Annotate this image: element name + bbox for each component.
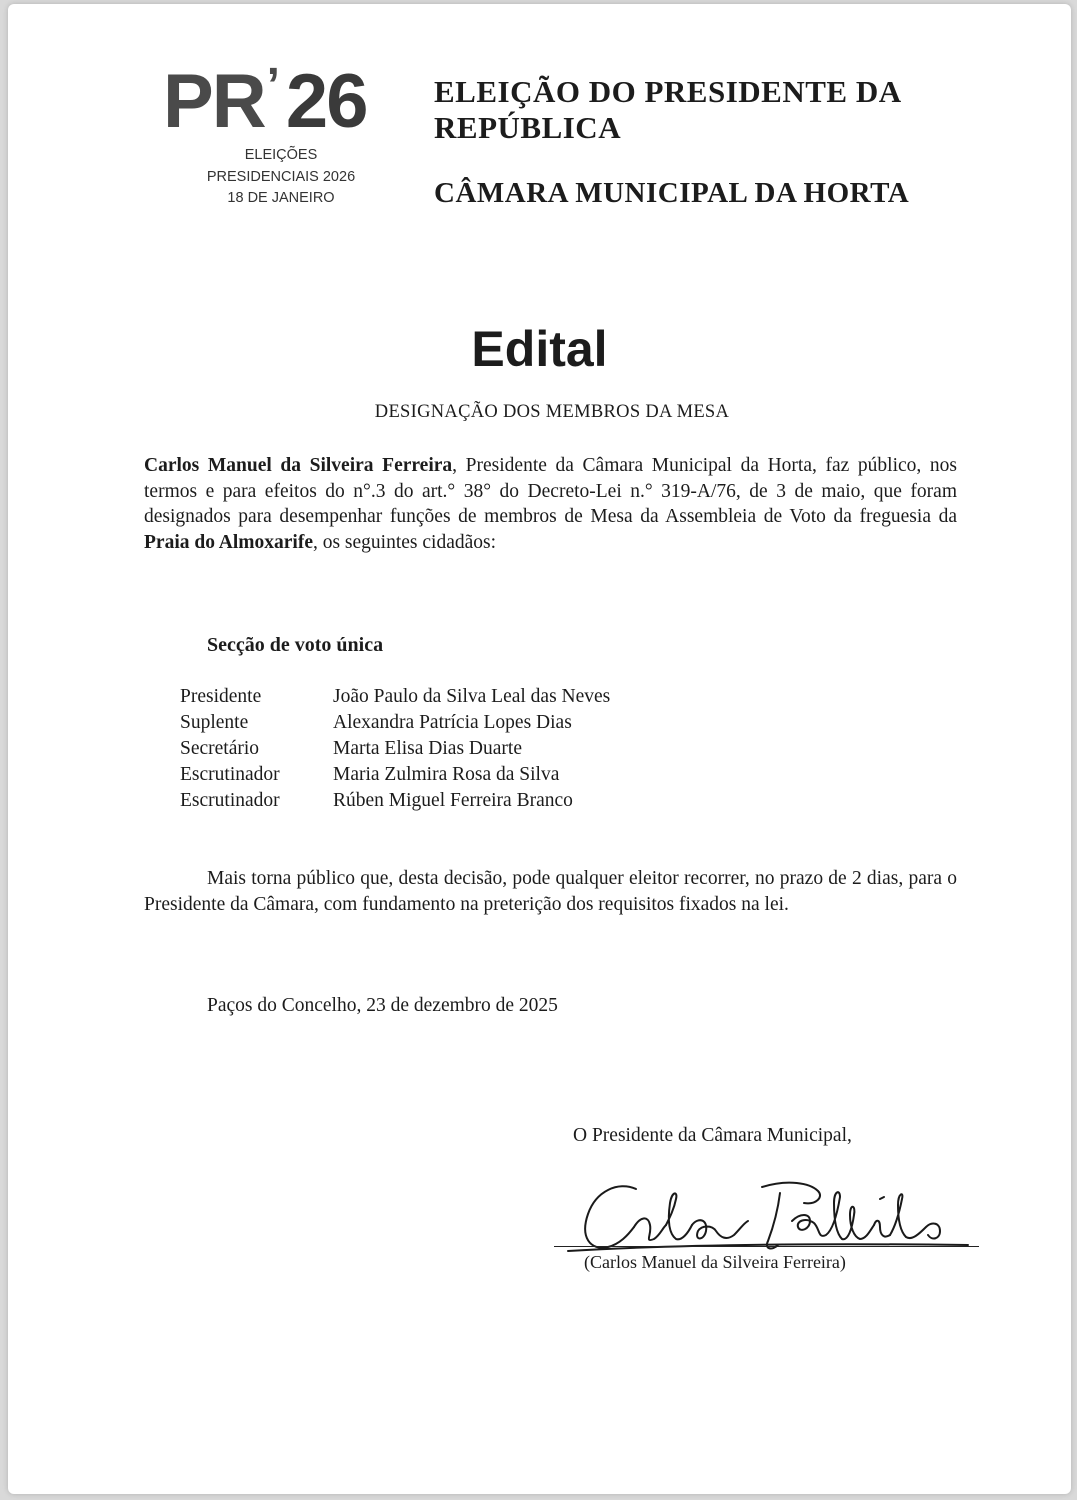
pr26-logo xyxy=(163,59,367,144)
member-role: Escrutinador xyxy=(180,790,280,811)
logo-line-2: PRESIDENCIAIS 2026 xyxy=(206,169,356,185)
member-name: Rúben Miguel Ferreira Branco xyxy=(333,790,573,811)
parish-name: Praia do Almoxarife xyxy=(144,531,313,553)
member-row xyxy=(180,762,610,788)
member-role: Secretário xyxy=(180,738,260,759)
intro-paragraph xyxy=(144,453,957,555)
closing-paragraph: Mais torna público que, desta decisão, pode qualquer eleitor recorrer, no prazo de 2 dias, para o Presidente da Câmara, com fundamento na preterição dos requisitos fixados na lei. xyxy=(144,868,957,915)
member-name: João Paulo da Silva Leal das Neves xyxy=(333,686,611,707)
member-name: Marta Elisa Dias Duarte xyxy=(333,738,522,759)
logo-number: 26 xyxy=(285,59,367,144)
signatory-name: (Carlos Manuel da Silveira Ferreira) xyxy=(584,1252,846,1272)
member-name: Maria Zulmira Rosa da Silva xyxy=(333,764,560,785)
member-role: Presidente xyxy=(180,686,262,707)
section-title: Secção de voto única xyxy=(207,634,384,656)
signature-line xyxy=(554,1246,979,1247)
document-page xyxy=(8,4,1071,1494)
document-title: Edital xyxy=(471,321,608,377)
member-role: Suplente xyxy=(180,712,249,733)
member-role: Escrutinador xyxy=(180,764,280,785)
member-row xyxy=(180,788,610,814)
document-subject: DESIGNAÇÃO DOS MEMBROS DA MESA xyxy=(374,402,730,422)
intro-text-1: , Presidente da Câmara Municipal da Horta, faz público, nos termos e para efeitos do n°.3 do art.° 38° do Decreto-Lei n.° 319-A/76, de 3 de maio, que foram designados para desempenhar funções de membros de Mesa da Assembleia de Voto da freguesia da xyxy=(144,455,958,527)
member-name: Alexandra Patrícia Lopes Dias xyxy=(333,712,572,733)
issuer-name: Carlos Manuel da Silveira Ferreira xyxy=(144,455,453,476)
logo-apostrophe: ’ xyxy=(266,59,278,112)
members-list xyxy=(180,684,610,814)
logo-line-3: 18 DE JANEIRO xyxy=(227,190,335,206)
signature-title: O Presidente da Câmara Municipal, xyxy=(573,1125,852,1146)
header-subtitle: CÂMARA MUNICIPAL DA HORTA xyxy=(434,177,910,209)
date-line: Paços do Concelho, 23 de dezembro de 2025 xyxy=(207,995,558,1016)
logo-pr-text: PR xyxy=(163,59,265,144)
intro-text-2: , os seguintes cidadãos: xyxy=(312,531,497,553)
logo-line-1: ELEIÇÕES xyxy=(244,147,318,163)
member-row xyxy=(180,710,610,736)
member-row xyxy=(180,736,610,762)
header-title: ELEIÇÃO DO PRESIDENTE DA REPÚBLICA xyxy=(434,74,900,145)
member-row xyxy=(180,684,610,710)
